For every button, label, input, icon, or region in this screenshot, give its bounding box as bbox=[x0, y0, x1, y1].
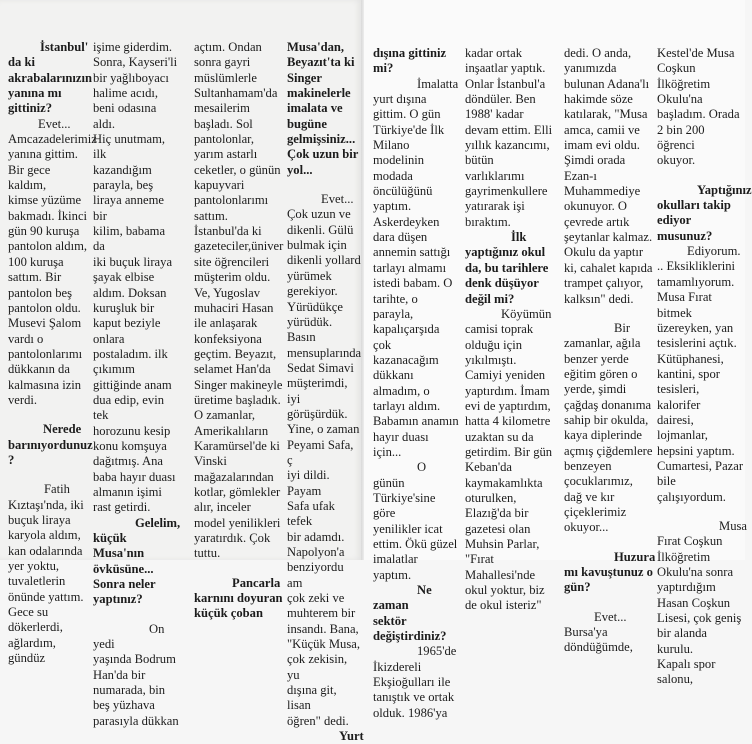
right-column-2 bbox=[465, 46, 558, 613]
left-column-1 bbox=[8, 40, 97, 666]
answer-paragraph: Musa Fırat Coşkun İlköğretim Okulu'na sonra yaptırdığım Hasan Coşkun Lisesi, çok geniş bir alanda kurulu. Kapalı spor salonu, bbox=[657, 518, 747, 687]
answer-paragraph: O günün Türkiye'sine göre yenilikler icat ettim. Ökü güzel imalatlar yaptım. bbox=[373, 460, 458, 582]
question-heading: Yurt bbox=[339, 729, 364, 744]
answer-paragraph: İmalatta yurt dışına gittim. O gün Türkiye'de İlk Milano modelinin modada öncülüğünü yaptım. Askerdeyken dara düşen annemin sattığı tarlayı almamı istedi babam. O tarihte, o parayla, kapalıçarşıda çok kazanacağım dükkanı almadım, o tarlayı aldım. Babamın anamın hayır duası için... bbox=[373, 76, 459, 459]
answer-paragraph: Evet... Amcazadelerimiz yanına gittim. Bir gece kaldım, kimse yüzüme bakmadı. İkinci gün 90 kuruşa pantolon aldım, 100 kuruşa sattım. Bir pantolon beş pantolon oldu. Musevi Şalom vardı o pantolonlarımı dükkanın da kalmasına izin verdi. bbox=[8, 116, 97, 407]
left-column-2 bbox=[93, 40, 181, 728]
question-heading: Nerede barınıyordunuz ? bbox=[8, 422, 93, 467]
question-heading: Pancarla karnını doyuran küçük çoban bbox=[194, 575, 283, 621]
answer-paragraph: Evet... Bursa'ya döndüğümde, bbox=[564, 609, 633, 655]
question-heading: Ne zaman sektör değiştirdiniz? bbox=[373, 583, 447, 644]
answer-paragraph: işime giderdim. Sonra, Kayseri'li bir yağlıboyacı halime acıdı, beni odasına aldı. Hiç unutmam, ilk kazandığım parayla, beş liraya anneme bir kilim, babama da iki buçuk liraya şayak elbise aldım. Doksan kuruşluk bir kaput beziyle onlara postaladım. ilk çıkımım gittiğinde anam dua edip, evin tek horozunu kesip konu komşuya dağıtmış. Ana baba hayır duası almanın işimi rast getirdi. bbox=[93, 40, 178, 515]
question-heading: İstanbul' da ki akrabalarınızın yanına mı gittiniz? bbox=[8, 40, 92, 116]
left-column-3 bbox=[194, 40, 286, 621]
answer-paragraph: dedi. O anda, yanımızda bulunan Adana'lı hakimde söze katılarak, "Musa amca, camii ve imam evi oldu. Şimdi orada Ezan-ı Muhammediye okunuyor. O çevrede artık şeytanlar kalmaz. Okulu da yaptır ki, cahalet kapıda trampet çalıyor, kalksın" dedi. bbox=[564, 46, 653, 306]
answer-paragraph: kadar ortak inşaatlar yaptık. Onlar İstanbul'a döndüler. Ben 1988' kadar devam ettim. Elli yıllık kazancımı, bütün varlıklarımı gayrimenkullere yatırarak işi bıraktım. bbox=[465, 46, 553, 229]
question-heading: dışına gittiniz mi? bbox=[373, 46, 447, 76]
right-column-1 bbox=[373, 46, 459, 720]
right-column-4 bbox=[657, 46, 752, 687]
answer-paragraph: Evet... Çok uzun ve dikenli. Gülü bulmak için dikenli yollard yürümek gerekiyor. Yürüdükçe yürüdük. Basın mensuplarında Sedat Simavi müşterimdi, iyi görüşürdük. Yine, o zaman Peyami Safa, ç iyi dildi. Payam Safa ufak tefek bir adamdı. Napolyon'a benziyordu am çok zeki ve muhterem bir insandı. Bana, "Küçük Musa, çok zekisin, yu dışına git, lisan öğren" dedi. bbox=[287, 192, 362, 728]
question-heading: Huzura mı kavuştunuz o gün? bbox=[564, 549, 656, 595]
answer-paragraph: On yedi yaşında Bodrum Han'da bir numarada, bin beş yüzhava parasıyla dükkan bbox=[93, 621, 179, 728]
answer-paragraph: Fatih Kıztaşı'nda, iki buçuk liraya karyola aldım, kan odalarında yer yoktu, tuvaletlerin önünde yattım. Gece su dökerlerdi, ağlardım, gündüz bbox=[8, 482, 84, 666]
question-heading: Gelelim, küçük Musa'nın övküsüne... Sonra neler yaptınız? bbox=[93, 515, 181, 607]
question-heading: Yaptığınız okulları takip ediyor musunuz? bbox=[657, 182, 752, 243]
answer-paragraph: açtım. Ondan sonra gayri müslümlerle Sultanhamam'da mesailerim başladı. Sol pantolonlar, yarım astarlı ceketler, o günün kapuyvari pantolonlarımı sattım. İstanbul'da ki gazeteciler,üniver site öğrencileri müşterim oldu. Ve, Yugoslav muhaciri Hasan ile anlaşarak konfeksiyona geçtim. Beyazıt, selamet Han'da Singer makineyle üretime başladık. O zamanlar, Amerikalıların Karamürsel'de ki Vinski mağazalarından kotlar, gömlekler alır, inceler model yenilikleri yaratırdık. Çok tuttu. bbox=[194, 40, 284, 561]
answer-paragraph: Bir zamanlar, ağıla benzer yerde eğitim gören o yerde, şimdi çağdaş donanıma sahip bir okulda, kaya diplerinde açmış çiğdemlere benzeyen çocuklarımız, dağ ve kır çiçeklerimiz okuyor... bbox=[564, 320, 653, 535]
answer-paragraph: Ediyorum. .. Eksikliklerini tamamlıyorum. Musa Fırat bitmek üzereyken, yan tesislerini açtık. Kütüphanesi, kantini, spor tesisleri, kalorifer dairesi, lojmanlar, hepsini yaptım. Cumartesi, Pazar bile çalışıyordum. bbox=[657, 244, 744, 504]
answer-paragraph: Köyümün camisi toprak olduğu için yıkılmıştı. Camiyi yeniden yaptırdım. İmam evi de yaptırdım, hatta 4 kilometre uzaktan su da getirdim. Bir gün Keban'da kaymakamlıkta oturulken, Elazığ'da bir gazetesi olan Muhsin Parlar, "Fırat Mahallesi'nde okul yoktur, biz de okul isteriz" bbox=[465, 306, 553, 613]
right-page bbox=[364, 0, 752, 720]
answer-paragraph: Kestel'de Musa Coşkun İlköğretim Okulu'na başladım. Orada 2 bin 200 öğrenci okuyor. bbox=[657, 46, 740, 168]
question-heading: İlk yaptığınız okul da, bu tarihlere denk düşüyor değil mi? bbox=[465, 230, 549, 306]
question-heading: Musa'dan, Beyazıt'ta ki Singer makinelerle imalata ve bugüne gelmişsiniz... Çok uzun bir yol... bbox=[287, 40, 359, 177]
right-column-3 bbox=[564, 46, 656, 655]
left-column-4 bbox=[287, 40, 364, 744]
answer-paragraph: 1965'de İkizdereli Ekşioğulları ile tanıştık ve ortak olduk. 1986'ya bbox=[373, 644, 457, 720]
left-page bbox=[0, 0, 364, 744]
